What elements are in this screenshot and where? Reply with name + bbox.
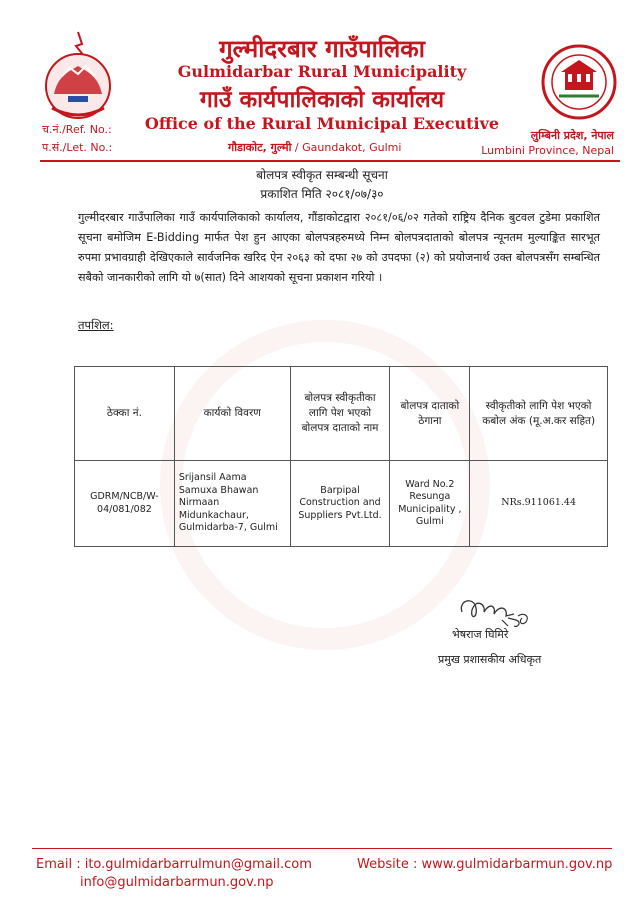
table-row — [75, 461, 608, 547]
signatory-name: भेषराज घिमिरे — [452, 628, 509, 641]
signatory-position: प्रमुख प्रशासकीय अधिकृत — [438, 653, 542, 666]
province-en: Lumbini Province, Nepal — [481, 144, 614, 157]
cell-bidder-name: Barpipal Construction and Suppliers Pvt.Ltd. — [290, 461, 390, 547]
details-label: तपशिल: — [78, 318, 114, 332]
address-en: Gaundakot, Gulmi — [302, 141, 402, 154]
header-work-description: कार्यको विवरण — [174, 367, 290, 461]
municipality-title-en: Gulmidarbar Rural Municipality — [177, 62, 467, 81]
office-title-en: Office of the Rural Municipal Executive — [144, 114, 500, 133]
signature-icon — [456, 590, 546, 630]
header-bidder-address: बोलपत्र दाताको ठेगाना — [390, 367, 470, 461]
footer-website[interactable]: Website : www.gulmidarbarmun.gov.np — [357, 857, 613, 872]
letter-number-label: प.सं./Let. No.: — [42, 141, 113, 154]
address-np: गौडाकोट, गुल्मी — [228, 141, 292, 154]
municipality-title-np: गुल्मीदरबार गाउँपालिका — [219, 35, 425, 63]
cell-bid-amount: NRs.911061.44 — [470, 461, 608, 547]
cell-work-description: Srijansil Aama Samuxa Bhawan Nirmaan Midunkachaur, Gulmidarba-7, Gulmi — [174, 461, 290, 547]
table-header-row — [75, 367, 608, 461]
office-address — [228, 140, 401, 155]
cell-bidder-address: Ward No.2 Resunga Municipality , Gulmi — [390, 461, 470, 547]
municipality-logo-icon — [541, 44, 617, 120]
notice-body: गुल्मीदरबार गाउँपालिका गाउँ कार्यपालिकाको कार्यालय, गौंडाकोटद्वारा २०८१/०६/०२ गतेको राष्ट्रिय दैनिक बुटवल टुडेमा प्रकाशित सूचना बमोजिम E-Bidding मार्फत पेश हुन आएका बोलपत्रहरुमध्ये निम्न बोलपत्रदाताको बोलपत्र न्यूनतम मुल्याङ्कित सारभूत रुपमा प्रभावग्राही देखिएकाले सार्वजनिक खरिद ऐन २०६३ को दफा २७ को उपदफा (२) को प्रयोजनार्थ उक्त बोलपत्रसँग सम्बन्धित सबैको जानकारीको लागि यो ७(सात) दिने आशयको सूचना प्रकाशन गरियो । — [78, 211, 600, 284]
footer-email-secondary[interactable]: info@gulmidarbarmun.gov.np — [80, 875, 274, 890]
header-bid-amount: स्वीकृतीको लागि पेश भएको कबोल अंक (मू.अ.कर सहित) — [470, 367, 608, 461]
province-np: लुम्बिनी प्रदेश, नेपाल — [530, 129, 614, 142]
notice-published-date: प्रकाशित मिति २०८१/०७/३० — [260, 187, 384, 201]
header-bidder-name: बोलपत्र स्वीकृतीका लागि पेश भएको बोलपत्र दाताको नाम — [290, 367, 390, 461]
ref-number-label: च.नं./Ref. No.: — [42, 123, 112, 136]
cell-contract-no: GDRM/NCB/W-04/081/082 — [75, 461, 175, 547]
bid-table — [74, 366, 608, 547]
office-title-np: गाउँ कार्यपालिकाको कार्यालय — [199, 87, 445, 113]
address-separator: / — [291, 141, 303, 154]
footer-divider — [32, 848, 612, 849]
header-contract-no: ठेक्का नं. — [75, 367, 175, 461]
footer-email-primary[interactable]: Email : ito.gulmidarbarrulmun@gmail.com — [36, 857, 312, 872]
header-divider — [40, 160, 620, 162]
notice-title: बोलपत्र स्वीकृत सम्बन्धी सूचना — [256, 168, 388, 182]
